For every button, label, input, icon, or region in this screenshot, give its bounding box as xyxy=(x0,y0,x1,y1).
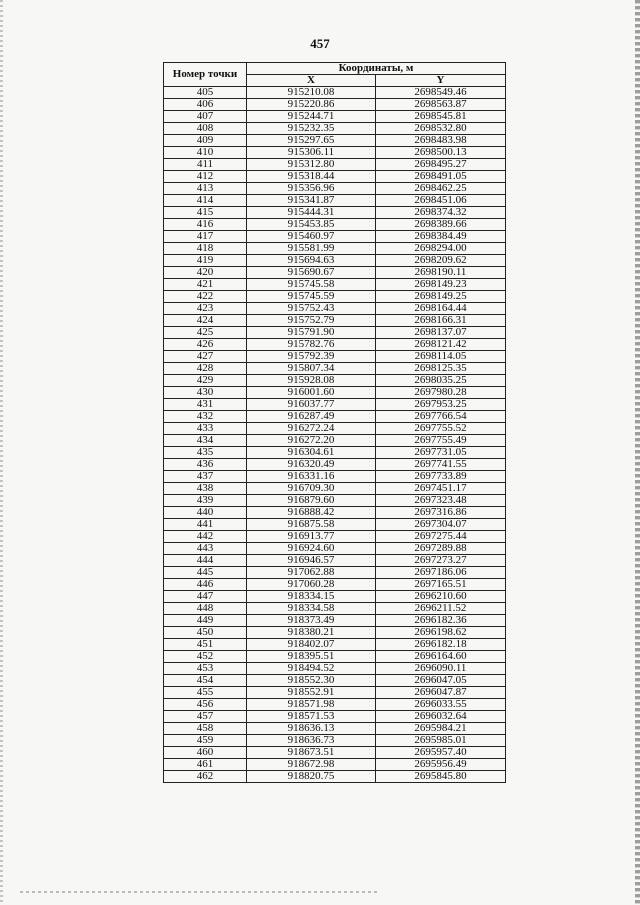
cell-point-number: 410 xyxy=(164,147,247,159)
cell-y: 2698149.23 xyxy=(376,279,506,291)
header-coordinates: Координаты, м xyxy=(247,63,506,75)
cell-x: 915791.90 xyxy=(247,327,376,339)
table-row xyxy=(164,651,506,663)
cell-x: 915928.08 xyxy=(247,375,376,387)
cell-point-number: 424 xyxy=(164,315,247,327)
table-row xyxy=(164,639,506,651)
cell-x: 918636.13 xyxy=(247,723,376,735)
table-row xyxy=(164,615,506,627)
cell-y: 2697755.49 xyxy=(376,435,506,447)
cell-x: 915694.63 xyxy=(247,255,376,267)
cell-point-number: 411 xyxy=(164,159,247,171)
table-row xyxy=(164,159,506,171)
cell-y: 2697980.28 xyxy=(376,387,506,399)
cell-x: 916037.77 xyxy=(247,399,376,411)
cell-y: 2697275.44 xyxy=(376,531,506,543)
cell-x: 915244.71 xyxy=(247,111,376,123)
cell-y: 2698451.06 xyxy=(376,195,506,207)
cell-y: 2696182.36 xyxy=(376,615,506,627)
cell-point-number: 413 xyxy=(164,183,247,195)
cell-y: 2695845.80 xyxy=(376,771,506,783)
cell-point-number: 450 xyxy=(164,627,247,639)
cell-y: 2697323.48 xyxy=(376,495,506,507)
cell-y: 2698190.11 xyxy=(376,267,506,279)
cell-point-number: 429 xyxy=(164,375,247,387)
table-row xyxy=(164,303,506,315)
cell-point-number: 453 xyxy=(164,663,247,675)
cell-point-number: 433 xyxy=(164,423,247,435)
cell-point-number: 440 xyxy=(164,507,247,519)
cell-y: 2697741.55 xyxy=(376,459,506,471)
cell-y: 2696210.60 xyxy=(376,591,506,603)
cell-x: 918552.30 xyxy=(247,675,376,687)
cell-y: 2698166.31 xyxy=(376,315,506,327)
cell-x: 915752.79 xyxy=(247,315,376,327)
cell-y: 2696032.64 xyxy=(376,711,506,723)
cell-y: 2697316.86 xyxy=(376,507,506,519)
cell-x: 916924.60 xyxy=(247,543,376,555)
cell-y: 2698209.62 xyxy=(376,255,506,267)
cell-point-number: 442 xyxy=(164,531,247,543)
cell-x: 915318.44 xyxy=(247,171,376,183)
table-row xyxy=(164,567,506,579)
cell-y: 2698491.05 xyxy=(376,171,506,183)
cell-point-number: 431 xyxy=(164,399,247,411)
table-row xyxy=(164,507,506,519)
cell-x: 915453.85 xyxy=(247,219,376,231)
cell-y: 2696211.52 xyxy=(376,603,506,615)
table-row xyxy=(164,759,506,771)
cell-point-number: 447 xyxy=(164,591,247,603)
cell-x: 916320.49 xyxy=(247,459,376,471)
table-row xyxy=(164,687,506,699)
cell-x: 918636.73 xyxy=(247,735,376,747)
cell-x: 916946.57 xyxy=(247,555,376,567)
cell-point-number: 421 xyxy=(164,279,247,291)
cell-x: 915220.86 xyxy=(247,99,376,111)
cell-y: 2697953.25 xyxy=(376,399,506,411)
cell-y: 2695984.21 xyxy=(376,723,506,735)
cell-x: 915752.43 xyxy=(247,303,376,315)
cell-y: 2698164.44 xyxy=(376,303,506,315)
table-row xyxy=(164,387,506,399)
cell-point-number: 412 xyxy=(164,171,247,183)
cell-x: 918380.21 xyxy=(247,627,376,639)
cell-x: 918673.51 xyxy=(247,747,376,759)
cell-y: 2698495.27 xyxy=(376,159,506,171)
cell-point-number: 432 xyxy=(164,411,247,423)
table-row xyxy=(164,375,506,387)
cell-x: 916875.58 xyxy=(247,519,376,531)
cell-y: 2698532.80 xyxy=(376,123,506,135)
table-header xyxy=(164,63,506,87)
cell-x: 915581.99 xyxy=(247,243,376,255)
cell-x: 916888.42 xyxy=(247,507,376,519)
cell-y: 2696198.62 xyxy=(376,627,506,639)
cell-x: 917062.88 xyxy=(247,567,376,579)
cell-x: 915460.97 xyxy=(247,231,376,243)
table-row xyxy=(164,771,506,783)
cell-x: 915444.31 xyxy=(247,207,376,219)
cell-y: 2696164.60 xyxy=(376,651,506,663)
cell-x: 918820.75 xyxy=(247,771,376,783)
cell-x: 915306.11 xyxy=(247,147,376,159)
table-row xyxy=(164,471,506,483)
cell-point-number: 427 xyxy=(164,351,247,363)
table-row xyxy=(164,123,506,135)
cell-y: 2698549.46 xyxy=(376,87,506,99)
cell-x: 915356.96 xyxy=(247,183,376,195)
cell-x: 918334.15 xyxy=(247,591,376,603)
table-row xyxy=(164,243,506,255)
cell-y: 2698384.49 xyxy=(376,231,506,243)
cell-y: 2696047.05 xyxy=(376,675,506,687)
table-row xyxy=(164,339,506,351)
cell-point-number: 408 xyxy=(164,123,247,135)
cell-point-number: 452 xyxy=(164,651,247,663)
cell-y: 2697731.05 xyxy=(376,447,506,459)
cell-x: 915745.59 xyxy=(247,291,376,303)
table-row xyxy=(164,351,506,363)
cell-y: 2698137.07 xyxy=(376,327,506,339)
cell-point-number: 443 xyxy=(164,543,247,555)
cell-point-number: 414 xyxy=(164,195,247,207)
cell-x: 918571.53 xyxy=(247,711,376,723)
cell-x: 918494.52 xyxy=(247,663,376,675)
cell-y: 2696090.11 xyxy=(376,663,506,675)
cell-point-number: 423 xyxy=(164,303,247,315)
table-body xyxy=(164,87,506,783)
table-row xyxy=(164,363,506,375)
cell-y: 2698389.66 xyxy=(376,219,506,231)
cell-y: 2698149.25 xyxy=(376,291,506,303)
cell-x: 916331.16 xyxy=(247,471,376,483)
cell-x: 915690.67 xyxy=(247,267,376,279)
table-row xyxy=(164,411,506,423)
table-row xyxy=(164,279,506,291)
table-row xyxy=(164,147,506,159)
cell-y: 2695957.40 xyxy=(376,747,506,759)
cell-x: 915297.65 xyxy=(247,135,376,147)
cell-point-number: 426 xyxy=(164,339,247,351)
cell-point-number: 422 xyxy=(164,291,247,303)
scan-edge-bottom xyxy=(20,891,380,893)
cell-point-number: 444 xyxy=(164,555,247,567)
table-row xyxy=(164,423,506,435)
cell-point-number: 445 xyxy=(164,567,247,579)
table-row xyxy=(164,327,506,339)
cell-y: 2695985.01 xyxy=(376,735,506,747)
table-row xyxy=(164,699,506,711)
cell-point-number: 406 xyxy=(164,99,247,111)
table-row xyxy=(164,483,506,495)
header-x: X xyxy=(247,75,376,87)
cell-x: 918672.98 xyxy=(247,759,376,771)
cell-point-number: 456 xyxy=(164,699,247,711)
cell-x: 916287.49 xyxy=(247,411,376,423)
table-row xyxy=(164,519,506,531)
cell-y: 2698114.05 xyxy=(376,351,506,363)
cell-point-number: 409 xyxy=(164,135,247,147)
table-row xyxy=(164,435,506,447)
table-row xyxy=(164,99,506,111)
cell-x: 916709.30 xyxy=(247,483,376,495)
cell-point-number: 462 xyxy=(164,771,247,783)
cell-point-number: 449 xyxy=(164,615,247,627)
cell-point-number: 415 xyxy=(164,207,247,219)
cell-y: 2698121.42 xyxy=(376,339,506,351)
cell-point-number: 417 xyxy=(164,231,247,243)
cell-point-number: 451 xyxy=(164,639,247,651)
cell-x: 915792.39 xyxy=(247,351,376,363)
cell-x: 916879.60 xyxy=(247,495,376,507)
cell-y: 2697289.88 xyxy=(376,543,506,555)
cell-y: 2697304.07 xyxy=(376,519,506,531)
cell-y: 2698374.32 xyxy=(376,207,506,219)
cell-point-number: 428 xyxy=(164,363,247,375)
table-row xyxy=(164,315,506,327)
table-row xyxy=(164,531,506,543)
cell-y: 2697186.06 xyxy=(376,567,506,579)
cell-point-number: 434 xyxy=(164,435,247,447)
cell-x: 918402.07 xyxy=(247,639,376,651)
table-row xyxy=(164,135,506,147)
cell-point-number: 437 xyxy=(164,471,247,483)
cell-x: 918395.51 xyxy=(247,651,376,663)
table-row xyxy=(164,219,506,231)
page-number: 457 xyxy=(310,36,330,51)
cell-point-number: 425 xyxy=(164,327,247,339)
cell-x: 918552.91 xyxy=(247,687,376,699)
cell-x: 915232.35 xyxy=(247,123,376,135)
cell-point-number: 430 xyxy=(164,387,247,399)
cell-x: 916272.24 xyxy=(247,423,376,435)
cell-x: 916001.60 xyxy=(247,387,376,399)
cell-y: 2696182.18 xyxy=(376,639,506,651)
table-row xyxy=(164,183,506,195)
cell-y: 2698125.35 xyxy=(376,363,506,375)
table-row xyxy=(164,255,506,267)
table-row xyxy=(164,291,506,303)
cell-x: 916304.61 xyxy=(247,447,376,459)
cell-y: 2698483.98 xyxy=(376,135,506,147)
cell-point-number: 416 xyxy=(164,219,247,231)
cell-x: 915341.87 xyxy=(247,195,376,207)
table-row xyxy=(164,267,506,279)
cell-point-number: 458 xyxy=(164,723,247,735)
table-row xyxy=(164,111,506,123)
cell-point-number: 457 xyxy=(164,711,247,723)
cell-y: 2697755.52 xyxy=(376,423,506,435)
table-row xyxy=(164,543,506,555)
table-row xyxy=(164,723,506,735)
table-row xyxy=(164,399,506,411)
cell-point-number: 441 xyxy=(164,519,247,531)
cell-y: 2698500.13 xyxy=(376,147,506,159)
cell-y: 2697165.51 xyxy=(376,579,506,591)
cell-y: 2696033.55 xyxy=(376,699,506,711)
cell-y: 2697766.54 xyxy=(376,411,506,423)
cell-point-number: 418 xyxy=(164,243,247,255)
table-row xyxy=(164,735,506,747)
table-row xyxy=(164,711,506,723)
table-row xyxy=(164,195,506,207)
cell-point-number: 446 xyxy=(164,579,247,591)
cell-point-number: 405 xyxy=(164,87,247,99)
cell-y: 2698545.81 xyxy=(376,111,506,123)
table-row xyxy=(164,579,506,591)
cell-y: 2697451.17 xyxy=(376,483,506,495)
cell-point-number: 420 xyxy=(164,267,247,279)
cell-point-number: 448 xyxy=(164,603,247,615)
table-row xyxy=(164,675,506,687)
cell-y: 2698563.87 xyxy=(376,99,506,111)
cell-y: 2697733.89 xyxy=(376,471,506,483)
cell-x: 915210.08 xyxy=(247,87,376,99)
table-row xyxy=(164,663,506,675)
cell-y: 2698035.25 xyxy=(376,375,506,387)
cell-x: 918373.49 xyxy=(247,615,376,627)
cell-point-number: 460 xyxy=(164,747,247,759)
cell-x: 915745.58 xyxy=(247,279,376,291)
cell-y: 2695956.49 xyxy=(376,759,506,771)
scan-edge-left xyxy=(0,0,3,905)
cell-y: 2698462.25 xyxy=(376,183,506,195)
cell-y: 2697273.27 xyxy=(376,555,506,567)
cell-x: 916913.77 xyxy=(247,531,376,543)
scan-edge-right xyxy=(635,0,640,905)
table-row xyxy=(164,555,506,567)
cell-point-number: 438 xyxy=(164,483,247,495)
cell-point-number: 454 xyxy=(164,675,247,687)
cell-x: 917060.28 xyxy=(247,579,376,591)
table-row xyxy=(164,747,506,759)
cell-x: 915782.76 xyxy=(247,339,376,351)
header-y: Y xyxy=(376,75,506,87)
cell-x: 915312.80 xyxy=(247,159,376,171)
cell-point-number: 461 xyxy=(164,759,247,771)
cell-x: 918571.98 xyxy=(247,699,376,711)
cell-point-number: 435 xyxy=(164,447,247,459)
cell-y: 2698294.00 xyxy=(376,243,506,255)
table-row xyxy=(164,591,506,603)
cell-y: 2696047.87 xyxy=(376,687,506,699)
table-row xyxy=(164,495,506,507)
cell-point-number: 419 xyxy=(164,255,247,267)
table-row xyxy=(164,87,506,99)
cell-x: 916272.20 xyxy=(247,435,376,447)
coordinates-table xyxy=(163,62,506,783)
table-row xyxy=(164,231,506,243)
table-row xyxy=(164,459,506,471)
header-point-number: Номер точки xyxy=(164,63,247,87)
table-row xyxy=(164,603,506,615)
table-row xyxy=(164,207,506,219)
cell-point-number: 439 xyxy=(164,495,247,507)
cell-point-number: 459 xyxy=(164,735,247,747)
cell-x: 918334.58 xyxy=(247,603,376,615)
cell-point-number: 455 xyxy=(164,687,247,699)
table-row xyxy=(164,171,506,183)
cell-point-number: 436 xyxy=(164,459,247,471)
table-row xyxy=(164,627,506,639)
cell-point-number: 407 xyxy=(164,111,247,123)
cell-x: 915807.34 xyxy=(247,363,376,375)
table-row xyxy=(164,447,506,459)
